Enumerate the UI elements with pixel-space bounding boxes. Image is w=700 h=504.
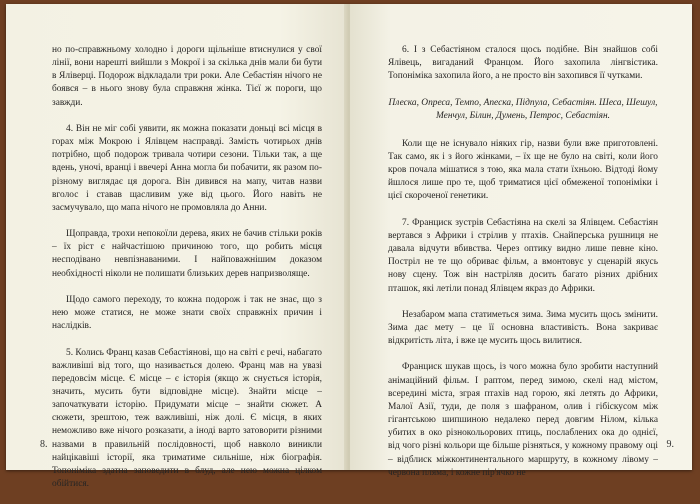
right-page-text [388, 44, 658, 493]
page-number: 8. [40, 439, 48, 450]
paragraph: Незабаром мапа статиметься зима. Зима мусить щось змінити. Зима дає мету – це її основна властивість. Вона закриває відкритість літа, і вже це мусить щось вилитися. [388, 309, 658, 347]
right-page [350, 4, 692, 478]
page-number: 9. [666, 439, 674, 450]
paragraph: 5. Колись Франц казав Себастіянові, що на світі є речі, набагато важливіші від того, що називається долею. Франц мав на увазі передовсім місце. Є місце – є історія (якщо ж снується історія, значить, мусить бути відповідне місце). Знайти місце – започаткувати історію. Придумати місце – знайти сюжет. А сюжети, зрештою, теж важливіші, ніж долі. Є місця, в яких неможливо вже нічого розказати, а іноді варто затоворити різними назвами в правильній послідовності, щоб навколо виникли найцікавіші історії, яка триматиме сильніше, ніж біографія. Топоніміка здатна заповедити в блуд, але нею можна цілком обійтися. [52, 347, 322, 490]
left-page-text [52, 44, 322, 504]
paragraph: Франциск шукав щось, із чого можна було зробити наступний анімаційний фільм. І раптом, перед зимою, скелі над містом, всередині міста, зграя птахів над горою, які летять до Африки, Малої Азії, туди, де поля з шафраном, олив і гібіскусом між гігантською шипшиною недалеко перед довгим Нілом, кілька убитих в око різнокольорових птиць, послаблених ока до однієї, від чого різні кольори ще більше різняться, у кожному правому оці – відблиск міжконтинентального маршруту, в кожному лівому – червона пляма, і кожне пір'ячко не [388, 362, 658, 478]
place-name-list: Плеска, Опреса, Темпо, Апеска, Підпула, Себастіян. Шеса, Шешул, Менчул, Білин, Думень, Петрос, Себастіян. [388, 97, 658, 122]
paragraph: 4. Він не міг собі уявити, як можна показати доньці всі місця в горах між Мокрою і Ялівцем насправді. Замість чотирьох днів потрібно, щоб подорож тривала чотири сезони. Тільки так, а ще вдень, уночі, вранці і ввечері Анна могла би побачити, як разом по-різному виглядає ця дорога. Він дивився на мапу, читав назви вголос і ставав щасливим уже від цього. Його навіть не засмучувало, що мапа нічого не промовляла до Анни. [52, 123, 322, 213]
paragraph: 7. Франциск зустрів Себастіяна на скелі за Ялівцем. Себастіян вертався з Африки і стрілив у птахів. Снайперська рушниця не давала відчути вбивства. Через оптику видно лише певне кіно. Постріл не те що обриває фільм, а вмонтовує у сценарій якусь нову сцену. Тож він настріляв досить багато різних дрібних пташок, які летіли понад Ялівцем якраз до Африки. [388, 217, 658, 294]
book-spread [6, 4, 692, 490]
paragraph: Коли ще не існувало ніяких гір, назви були вже приготовлені. Так само, як і з його жінками, – їх ще не було на світі, коли його кров почала мішатися з тою, яка мала стати їхньою. Відтоді йому йшлося лише про те, щоб триматися цієї обмеженої топоніміки і цієї скороченої генетики. [388, 138, 658, 202]
left-page [6, 4, 348, 490]
paragraph: Щоправда, трохи непокоїли дерева, яких не бачив стільки років – їх ріст є найчастішою причиною того, що робить місця несподівано невпізнаваними. І найповажнішим доказом необхідності ніколи не полишати близьких дерев напризволяще. [52, 229, 322, 279]
paragraph: 6. І з Себастіяном сталося щось подібне. Він знайшов собі Ялівець, вигаданий Францом. Його захопила лінгвістика. Топоніміка захопила його, а не просто він захопився її чутками. [388, 45, 658, 82]
paragraph: но по-справжньому холодно і дороги щільніше втиснулися у свої лінії, вони нарешті вийшли з Мокрої і за скілька днів мали би бути в Яліверці. Подорож відкладали три роки. Але Себастіян нічого не боявся – в нього знову була справжня жінка. Тієї ж пороги, що завжди. [52, 45, 322, 108]
paragraph: Щодо самого переходу, то кожна подорож і так не знає, що з нею може статися, не може знати своїх справжніх причин і наслідків. [52, 294, 322, 332]
